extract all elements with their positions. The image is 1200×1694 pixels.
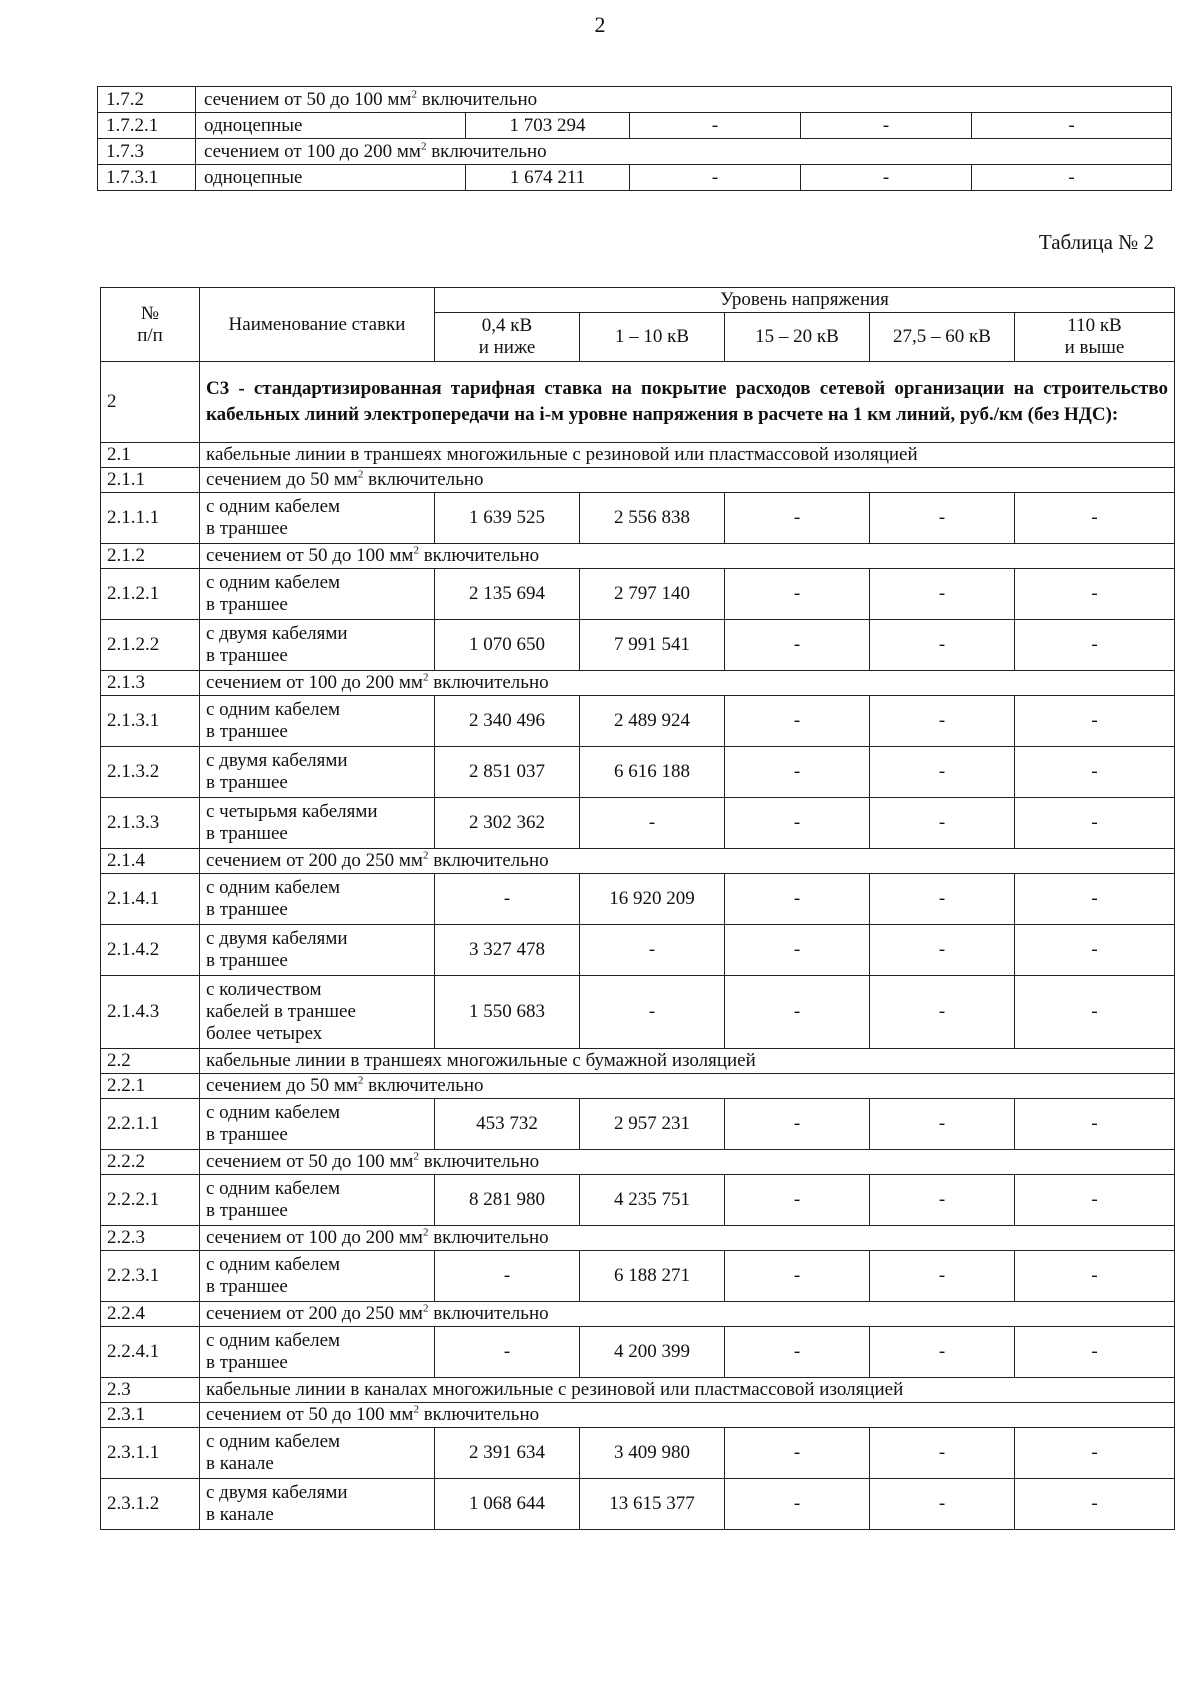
row-value-v1: 1 068 644 — [435, 1479, 580, 1530]
section-text-sup: 2 — [357, 468, 364, 481]
section-text-main: сечением от 100 до 200 мм — [206, 672, 423, 693]
group-text: кабельные линии в траншеях многожильные с резиновой или пластмассовой изоляцией — [200, 443, 1175, 468]
row-name-line1: с четырьмя кабелями — [206, 801, 378, 822]
row-value-v5: - — [1015, 569, 1175, 620]
table-row — [101, 925, 1175, 976]
row-value-v4: - — [870, 874, 1015, 925]
section-text-main: сечением до 50 мм — [206, 1075, 358, 1096]
row-name-line1: с одним кабелем — [206, 699, 341, 720]
row-code: 2.1.1 — [101, 468, 200, 493]
section-text-sup: 2 — [422, 671, 429, 684]
row-value-v5: - — [1015, 874, 1175, 925]
section-row — [101, 544, 1175, 569]
row-code: 2.2.4 — [101, 1302, 200, 1327]
section-text — [200, 849, 1175, 874]
header-name: Наименование ставки — [200, 288, 435, 362]
row-name-line1: с одним кабелем — [206, 496, 341, 517]
section-text-main: сечением от 50 до 100 мм — [206, 1151, 414, 1172]
row-value-v3: - — [725, 1175, 870, 1226]
table-header-row — [101, 288, 1175, 313]
row-value-v2: - — [580, 925, 725, 976]
row-code: 2.2.1 — [101, 1074, 200, 1099]
row-value-v2: 2 556 838 — [580, 493, 725, 544]
section-row — [101, 1074, 1175, 1099]
row-value-v2: 6 188 271 — [580, 1251, 725, 1302]
table-row — [101, 1175, 1175, 1226]
section-text-main: сечением от 50 до 100 мм — [206, 545, 414, 566]
row-code: 1.7.2.1 — [98, 113, 196, 139]
row-value-v1: 8 281 980 — [435, 1175, 580, 1226]
row-code: 2.3.1 — [101, 1403, 200, 1428]
row-name — [200, 925, 435, 976]
row-value-v5: - — [1015, 925, 1175, 976]
row-name-line1: с одним кабелем — [206, 1431, 341, 1452]
section-text-main: сечением до 50 мм — [206, 469, 358, 490]
row-value-v1: 1 703 294 — [466, 113, 630, 139]
row-value-v1: 1 550 683 — [435, 976, 580, 1049]
row-value-v4: - — [870, 1428, 1015, 1479]
row-value-v4: - — [870, 696, 1015, 747]
table-row — [101, 1428, 1175, 1479]
section-text-tail: включительно — [426, 140, 547, 162]
row-value-v3: - — [725, 874, 870, 925]
row-value-v5: - — [1015, 1327, 1175, 1378]
row-value-v2: 4 200 399 — [580, 1327, 725, 1378]
row-value-v3: - — [725, 1479, 870, 1530]
row-value-v2: - — [630, 165, 801, 191]
table-row — [101, 569, 1175, 620]
section-text-tail: включительно — [416, 88, 538, 110]
row-value-v3: - — [801, 113, 972, 139]
table-row — [101, 874, 1175, 925]
row-code: 2.2.2 — [101, 1150, 200, 1175]
row-value-v1: 1 639 525 — [435, 493, 580, 544]
row-code: 2.1.2.2 — [101, 620, 200, 671]
section-text-sup: 2 — [357, 1074, 364, 1087]
section-text — [196, 139, 1172, 165]
section-text — [200, 671, 1175, 696]
header-col-1-line2: и ниже — [478, 337, 536, 358]
row-value-v1: - — [435, 874, 580, 925]
row-value-v5: - — [1015, 1479, 1175, 1530]
row-name-line2: в траншее — [206, 1124, 288, 1145]
row-code: 2.1.4 — [101, 849, 200, 874]
row-value-v4: - — [870, 493, 1015, 544]
row-value-v4: - — [870, 1099, 1015, 1150]
row-name-line2: в траншее — [206, 1200, 288, 1221]
row-value-v1: - — [435, 1251, 580, 1302]
section-text-tail: включительно — [363, 469, 484, 490]
row-value-v4: - — [870, 1251, 1015, 1302]
row-value-v4: - — [870, 620, 1015, 671]
table-row — [101, 747, 1175, 798]
table-row — [101, 798, 1175, 849]
row-value-v3: - — [725, 1099, 870, 1150]
row-value-v1: 2 851 037 — [435, 747, 580, 798]
section-row — [101, 468, 1175, 493]
row-name — [200, 1327, 435, 1378]
row-name-line1: с двумя кабелями — [206, 928, 348, 949]
header-col-1 — [435, 313, 580, 362]
row-name-line1: с одним кабелем — [206, 1102, 341, 1123]
row-value-v5: - — [1015, 1099, 1175, 1150]
row-value-v2: 2 957 231 — [580, 1099, 725, 1150]
row-code: 2.2 — [101, 1049, 200, 1074]
row-value-v2: 2 489 924 — [580, 696, 725, 747]
row-value-v1: - — [435, 1327, 580, 1378]
row-value-v2: 7 991 541 — [580, 620, 725, 671]
row-name: одноцепные — [196, 165, 466, 191]
row-name-line2: в траншее — [206, 772, 288, 793]
section-text-tail: включительно — [428, 672, 549, 693]
row-value-v2: 3 409 980 — [580, 1428, 725, 1479]
row-code: 2.1 — [101, 443, 200, 468]
row-code: 1.7.2 — [98, 87, 196, 113]
header-number-line1: № — [140, 302, 160, 324]
section-text-main: сечением от 50 до 100 мм — [206, 1404, 414, 1425]
tariff-table — [100, 287, 1175, 1530]
row-name-line2: кабелей в траншее — [206, 1001, 356, 1022]
row-value-v3: - — [725, 493, 870, 544]
row-name — [200, 696, 435, 747]
section-row — [101, 1150, 1175, 1175]
row-value-v4: - — [972, 113, 1172, 139]
top-table — [97, 86, 1172, 191]
row-value-v5: - — [1015, 976, 1175, 1049]
row-name-line2: в траншее — [206, 645, 288, 666]
table-row — [101, 1251, 1175, 1302]
row-value-v4: - — [870, 1479, 1015, 1530]
table-row — [101, 493, 1175, 544]
section-text-tail: включительно — [428, 850, 549, 871]
row-value-v2: 6 616 188 — [580, 747, 725, 798]
header-col-5-line2: и выше — [1064, 337, 1125, 358]
row-value-v2: - — [580, 976, 725, 1049]
row-value-v2: - — [580, 798, 725, 849]
row-code: 2.3.1.2 — [101, 1479, 200, 1530]
table-row — [101, 1479, 1175, 1530]
table-row — [98, 165, 1172, 191]
row-name-line1: с двумя кабелями — [206, 750, 348, 771]
row-value-v1: 1 674 211 — [466, 165, 630, 191]
header-number-line2: п/п — [137, 324, 163, 346]
row-code: 2.1.4.2 — [101, 925, 200, 976]
row-code: 2.1.2 — [101, 544, 200, 569]
section-row — [98, 139, 1172, 165]
section-text-main: сечением от 50 до 100 мм — [204, 88, 412, 110]
section-text-tail: включительно — [363, 1075, 484, 1096]
row-value-v3: - — [725, 696, 870, 747]
section-text — [200, 1226, 1175, 1251]
row-name-line1: с одним кабелем — [206, 572, 341, 593]
section-text — [200, 544, 1175, 569]
section-row — [101, 671, 1175, 696]
section-text — [200, 1403, 1175, 1428]
row-code: 2.3 — [101, 1378, 200, 1403]
row-name-line1: с одним кабелем — [206, 1254, 341, 1275]
row-name — [200, 976, 435, 1049]
row-code: 2.1.3 — [101, 671, 200, 696]
section-text-tail: включительно — [428, 1303, 549, 1324]
section-text-tail: включительно — [418, 1404, 540, 1425]
table-row — [101, 1099, 1175, 1150]
row-code: 2.2.2.1 — [101, 1175, 200, 1226]
row-value-v2: 13 615 377 — [580, 1479, 725, 1530]
row-name — [200, 1175, 435, 1226]
section-text-sup: 2 — [420, 140, 427, 153]
row-name — [200, 1428, 435, 1479]
section-text — [200, 468, 1175, 493]
row-code: 2.1.1.1 — [101, 493, 200, 544]
header-number — [101, 288, 200, 362]
table-row — [101, 1327, 1175, 1378]
row-code: 2.3.1.1 — [101, 1428, 200, 1479]
row-value-v4: - — [870, 569, 1015, 620]
row-value-v4: - — [972, 165, 1172, 191]
row-value-v1: 1 070 650 — [435, 620, 580, 671]
row-value-v4: - — [870, 798, 1015, 849]
row-name-line2: в траншее — [206, 1352, 288, 1373]
main-rate-code: 2 — [101, 362, 200, 443]
group-row — [101, 443, 1175, 468]
row-name-line2: в траншее — [206, 594, 288, 615]
section-text-sup: 2 — [422, 1226, 429, 1239]
row-value-v3: - — [725, 620, 870, 671]
row-value-v3: - — [725, 976, 870, 1049]
group-row — [101, 1049, 1175, 1074]
table-row — [101, 620, 1175, 671]
header-col-4: 27,5 – 60 кВ — [870, 313, 1015, 362]
table-caption: Таблица № 2 — [1038, 230, 1154, 254]
row-name — [200, 1479, 435, 1530]
header-col-5 — [1015, 313, 1175, 362]
row-name-line2: в траншее — [206, 823, 288, 844]
row-value-v4: - — [870, 976, 1015, 1049]
section-row — [101, 1226, 1175, 1251]
row-value-v3: - — [801, 165, 972, 191]
row-name-line2: в траншее — [206, 899, 288, 920]
section-text-main: сечением от 200 до 250 мм — [206, 850, 423, 871]
row-value-v2: 16 920 209 — [580, 874, 725, 925]
section-text-sup: 2 — [413, 1403, 419, 1416]
row-value-v3: - — [725, 1251, 870, 1302]
row-value-v1: 453 732 — [435, 1099, 580, 1150]
header-voltage-level: Уровень напряжения — [435, 288, 1175, 313]
row-code: 1.7.3.1 — [98, 165, 196, 191]
row-code: 1.7.3 — [98, 139, 196, 165]
row-name — [200, 569, 435, 620]
section-text-main: сечением от 100 до 200 мм — [204, 140, 421, 162]
section-text-tail: включительно — [418, 1151, 540, 1172]
group-text: кабельные линии в каналах многожильные с резиновой или пластмассовой изоляцией — [200, 1378, 1175, 1403]
section-text-sup: 2 — [413, 544, 419, 557]
row-value-v5: - — [1015, 620, 1175, 671]
section-text-sup: 2 — [411, 88, 417, 101]
row-code: 2.2.1.1 — [101, 1099, 200, 1150]
row-code: 2.2.3 — [101, 1226, 200, 1251]
row-value-v4: - — [870, 1175, 1015, 1226]
section-text — [200, 1074, 1175, 1099]
row-name — [200, 1251, 435, 1302]
table-row — [101, 976, 1175, 1049]
row-name-line1: с двумя кабелями — [206, 1482, 348, 1503]
header-col-2: 1 – 10 кВ — [580, 313, 725, 362]
row-name-line2: в траншее — [206, 721, 288, 742]
group-text: кабельные линии в траншеях многожильные с бумажной изоляцией — [200, 1049, 1175, 1074]
table-row — [101, 696, 1175, 747]
section-row — [101, 1403, 1175, 1428]
row-value-v5: - — [1015, 696, 1175, 747]
section-text — [196, 87, 1172, 113]
row-code: 2.1.3.3 — [101, 798, 200, 849]
row-value-v5: - — [1015, 747, 1175, 798]
row-code: 2.1.4.1 — [101, 874, 200, 925]
row-value-v5: - — [1015, 1251, 1175, 1302]
section-row — [98, 87, 1172, 113]
row-value-v2: 2 797 140 — [580, 569, 725, 620]
row-value-v3: - — [725, 1428, 870, 1479]
row-name — [200, 1099, 435, 1150]
row-name — [200, 493, 435, 544]
section-row — [101, 849, 1175, 874]
section-text — [200, 1150, 1175, 1175]
section-text-sup: 2 — [422, 1302, 429, 1315]
row-name-line3: более четырех — [206, 1023, 323, 1044]
row-name — [200, 798, 435, 849]
row-name-line2: в канале — [206, 1453, 274, 1474]
row-value-v5: - — [1015, 493, 1175, 544]
row-value-v1: 3 327 478 — [435, 925, 580, 976]
row-name-line1: с одним кабелем — [206, 1178, 341, 1199]
row-name-line2: в канале — [206, 1504, 274, 1525]
section-text-tail: включительно — [428, 1227, 549, 1248]
row-value-v5: - — [1015, 1428, 1175, 1479]
page-number: 2 — [594, 12, 606, 37]
group-row — [101, 1378, 1175, 1403]
section-text — [200, 1302, 1175, 1327]
row-value-v4: - — [870, 1327, 1015, 1378]
row-value-v2: - — [630, 113, 801, 139]
row-name-line1: с количеством — [206, 979, 322, 1000]
row-name-line2: в траншее — [206, 518, 288, 539]
main-rate-text: С3 - стандартизированная тарифная ставка на покрытие расходов сетевой организации на строительство кабельных линий электропередачи на i-м уровне напряжения в расчете на 1 км линий, руб./км (без НДС): — [200, 362, 1175, 443]
row-value-v4: - — [870, 925, 1015, 976]
row-name — [200, 620, 435, 671]
section-text-main: сечением от 200 до 250 мм — [206, 1303, 423, 1324]
row-value-v1: 2 135 694 — [435, 569, 580, 620]
row-code: 2.2.3.1 — [101, 1251, 200, 1302]
row-name — [200, 874, 435, 925]
header-col-1-line1: 0,4 кВ — [481, 315, 533, 336]
section-row — [101, 1302, 1175, 1327]
row-name-line1: с одним кабелем — [206, 1330, 341, 1351]
section-text-main: сечением от 100 до 200 мм — [206, 1227, 423, 1248]
row-value-v3: - — [725, 798, 870, 849]
row-name-line1: с одним кабелем — [206, 877, 341, 898]
row-value-v4: - — [870, 747, 1015, 798]
row-value-v5: - — [1015, 1175, 1175, 1226]
row-code: 2.1.4.3 — [101, 976, 200, 1049]
row-code: 2.1.3.2 — [101, 747, 200, 798]
row-name-line2: в траншее — [206, 1276, 288, 1297]
row-code: 2.1.2.1 — [101, 569, 200, 620]
row-name-line1: с двумя кабелями — [206, 623, 348, 644]
row-value-v3: - — [725, 1327, 870, 1378]
row-code: 2.1.3.1 — [101, 696, 200, 747]
section-text-tail: включительно — [418, 545, 540, 566]
row-code: 2.2.4.1 — [101, 1327, 200, 1378]
section-text-sup: 2 — [413, 1150, 419, 1163]
row-name: одноцепные — [196, 113, 466, 139]
row-value-v5: - — [1015, 798, 1175, 849]
row-value-v3: - — [725, 747, 870, 798]
row-value-v1: 2 391 634 — [435, 1428, 580, 1479]
header-col-3: 15 – 20 кВ — [725, 313, 870, 362]
row-value-v3: - — [725, 925, 870, 976]
row-name-line2: в траншее — [206, 950, 288, 971]
row-name — [200, 747, 435, 798]
table-row — [98, 113, 1172, 139]
row-value-v2: 4 235 751 — [580, 1175, 725, 1226]
row-value-v3: - — [725, 569, 870, 620]
header-col-5-line1: 110 кВ — [1067, 315, 1122, 336]
main-rate-row — [101, 362, 1175, 443]
row-value-v1: 2 302 362 — [435, 798, 580, 849]
row-value-v1: 2 340 496 — [435, 696, 580, 747]
section-text-sup: 2 — [422, 849, 429, 862]
